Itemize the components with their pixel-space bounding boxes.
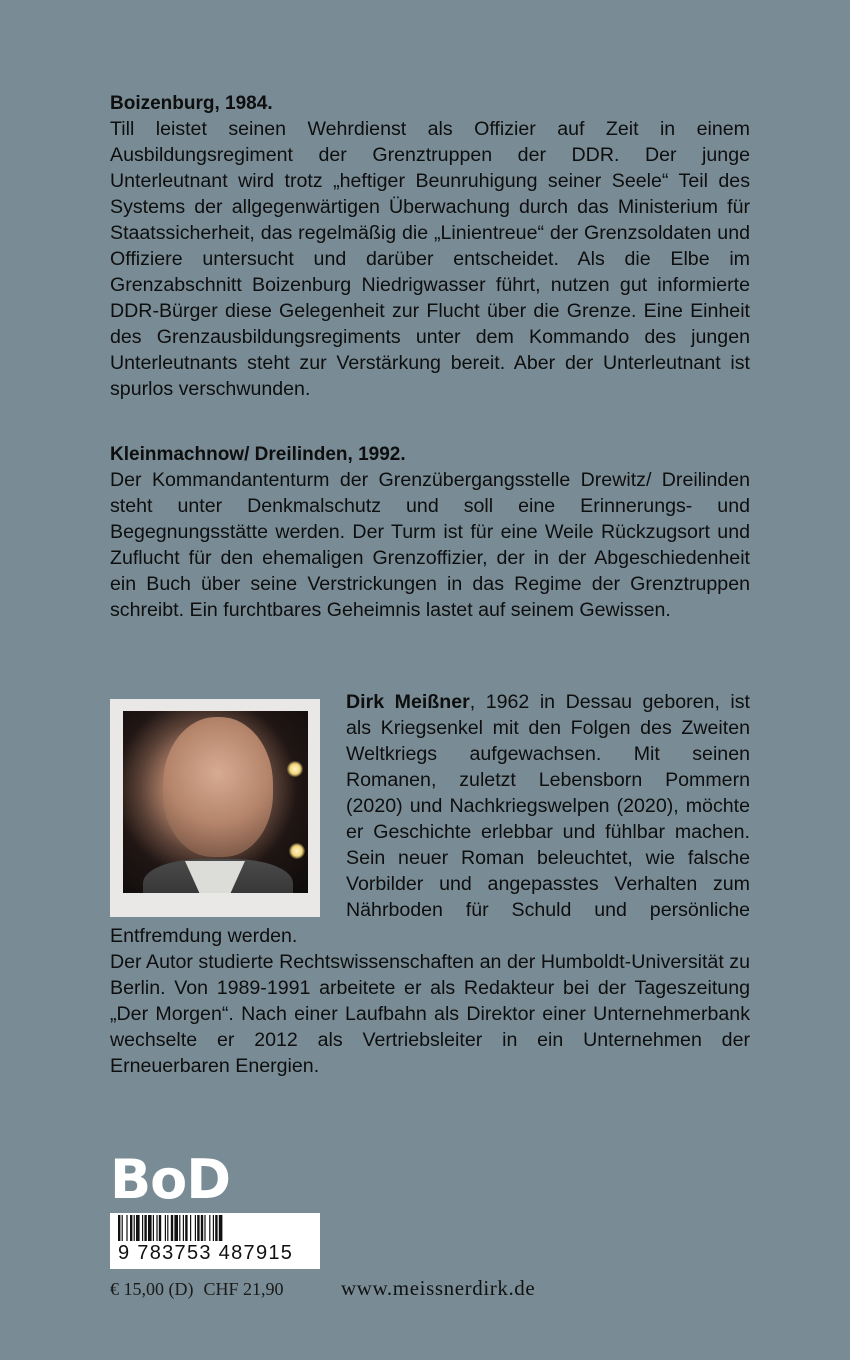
barcode-bar — [130, 1215, 132, 1241]
barcode-bar — [195, 1215, 196, 1241]
barcode-bar — [134, 1215, 135, 1241]
barcode-bar — [156, 1215, 157, 1241]
barcode-bar — [219, 1215, 223, 1241]
barcode-bar — [165, 1215, 166, 1241]
barcode-bar — [185, 1215, 187, 1241]
barcode-bar — [136, 1215, 140, 1241]
barcode-bar — [167, 1215, 168, 1241]
isbn-digits: 9 783753 487915 — [118, 1242, 294, 1264]
barcode-bar — [118, 1215, 120, 1241]
barcode-bar — [142, 1215, 143, 1241]
barcode-bar — [204, 1215, 205, 1241]
bod-logo: BoD — [110, 1148, 231, 1211]
section-text: Der Kommandantenturm der Grenzübergangsstelle Drewitz/ Dreilinden steht unter Denkmalschutz und soll eine Erinnerungs- und Begegnungsstätte werden. Der Turm ist für eine Weile Rückzugsort und Zuflucht für den ehemaligen Grenzoffizier, der in der Abgeschiedenheit ein Buch über seine Verstrickungen in das Regime der Grenztruppen schreibt. Ein furchtbares Geheimnis lastet auf seinem Gewissen. — [110, 469, 750, 621]
price-chf: CHF 21,90 — [203, 1279, 284, 1299]
barcode-bar — [201, 1215, 203, 1241]
barcode-bar — [153, 1215, 154, 1241]
barcode-bar — [190, 1215, 191, 1241]
section-text: Till leistet seinen Wehrdienst als Offizier auf Zeit in einem Ausbildungsregiment der Grenztruppen der DDR. Der junge Unterleutnant wird trotz „heftiger Beunruhigung seiner Seele“ Teil des Systems der allgegenwärtigen Überwachung durch das Ministerium für Staatssicherheit, das regelmäßig die „Linientreue“ der Grenzsoldaten und Offiziere untersucht und darüber entscheidet. Als die Elbe im Grenzabschnitt Boizenburg Niedrigwasser führt, nutzen gut informierte DDR-Bürger diese Gelegenheit zur Flucht über die Grenze. Eine Einheit des Grenzausbildungsregiments unter dem Kommando des jungen Unterleutnants steht zur Verstärkung bereit. Aber der Unterleutnant ist spurlos verschwunden. — [110, 118, 750, 400]
barcode-bar — [215, 1215, 217, 1241]
barcode-bar — [179, 1215, 180, 1241]
barcode-bar — [159, 1215, 161, 1241]
barcode-bar — [213, 1215, 214, 1241]
author-career: Der Autor studierte Rechtswissenschaften an der Humboldt-Universität zu Berlin. Von 1989-1991 arbeitete er als Redakteur bei der Tageszeitung „Der Morgen“. Nach einer Laufbahn als Direktor einer Unternehmerbank wechselte er 2012 als Vertriebsleiter in ein Unternehmen der Erneuerbaren Energien. — [110, 951, 750, 1077]
barcode-bar — [144, 1215, 146, 1241]
author-portrait-icon — [123, 711, 308, 893]
website-url: www.meissnerdirk.de — [341, 1276, 536, 1300]
author-bio-text: , 1962 in Dessau geboren, ist als Kriegsenkel mit den Folgen des Zweiten Weltkriegs aufgewachsen. Mit seinen Romanen, zuletzt Lebensborn Pommern (2020) und Nachkriegswelpen (2020), möchte er Geschichte erlebbar und fühlbar machen. Sein neuer Roman beleuchtet, wie falsche Vorbilder und angepasstes Verhalten zum Nährboden für Schuld und persönliche Entfremdung werden. — [110, 691, 750, 947]
section-kleinmachnow — [110, 443, 750, 623]
price-line — [110, 1278, 294, 1300]
price-eur: € 15,00 (D) — [110, 1279, 194, 1299]
section-heading: Kleinmachnow/ Dreilinden, 1992. — [110, 444, 406, 465]
section-boizenburg — [110, 92, 750, 402]
barcode-bar — [183, 1215, 184, 1241]
barcode-bar — [197, 1215, 199, 1241]
barcode-bar — [209, 1215, 210, 1241]
barcode-bar — [148, 1215, 152, 1241]
author-photo-frame — [110, 699, 320, 917]
author-section — [110, 689, 750, 1079]
barcode-bar — [171, 1215, 173, 1241]
author-name: Dirk Meißner — [346, 691, 470, 713]
barcode-bar — [122, 1215, 123, 1241]
barcode — [110, 1213, 320, 1269]
barcode-bar — [174, 1215, 178, 1241]
barcode-bar — [126, 1215, 127, 1241]
section-heading: Boizenburg, 1984. — [110, 93, 273, 114]
barcode-bars-icon — [116, 1215, 316, 1243]
